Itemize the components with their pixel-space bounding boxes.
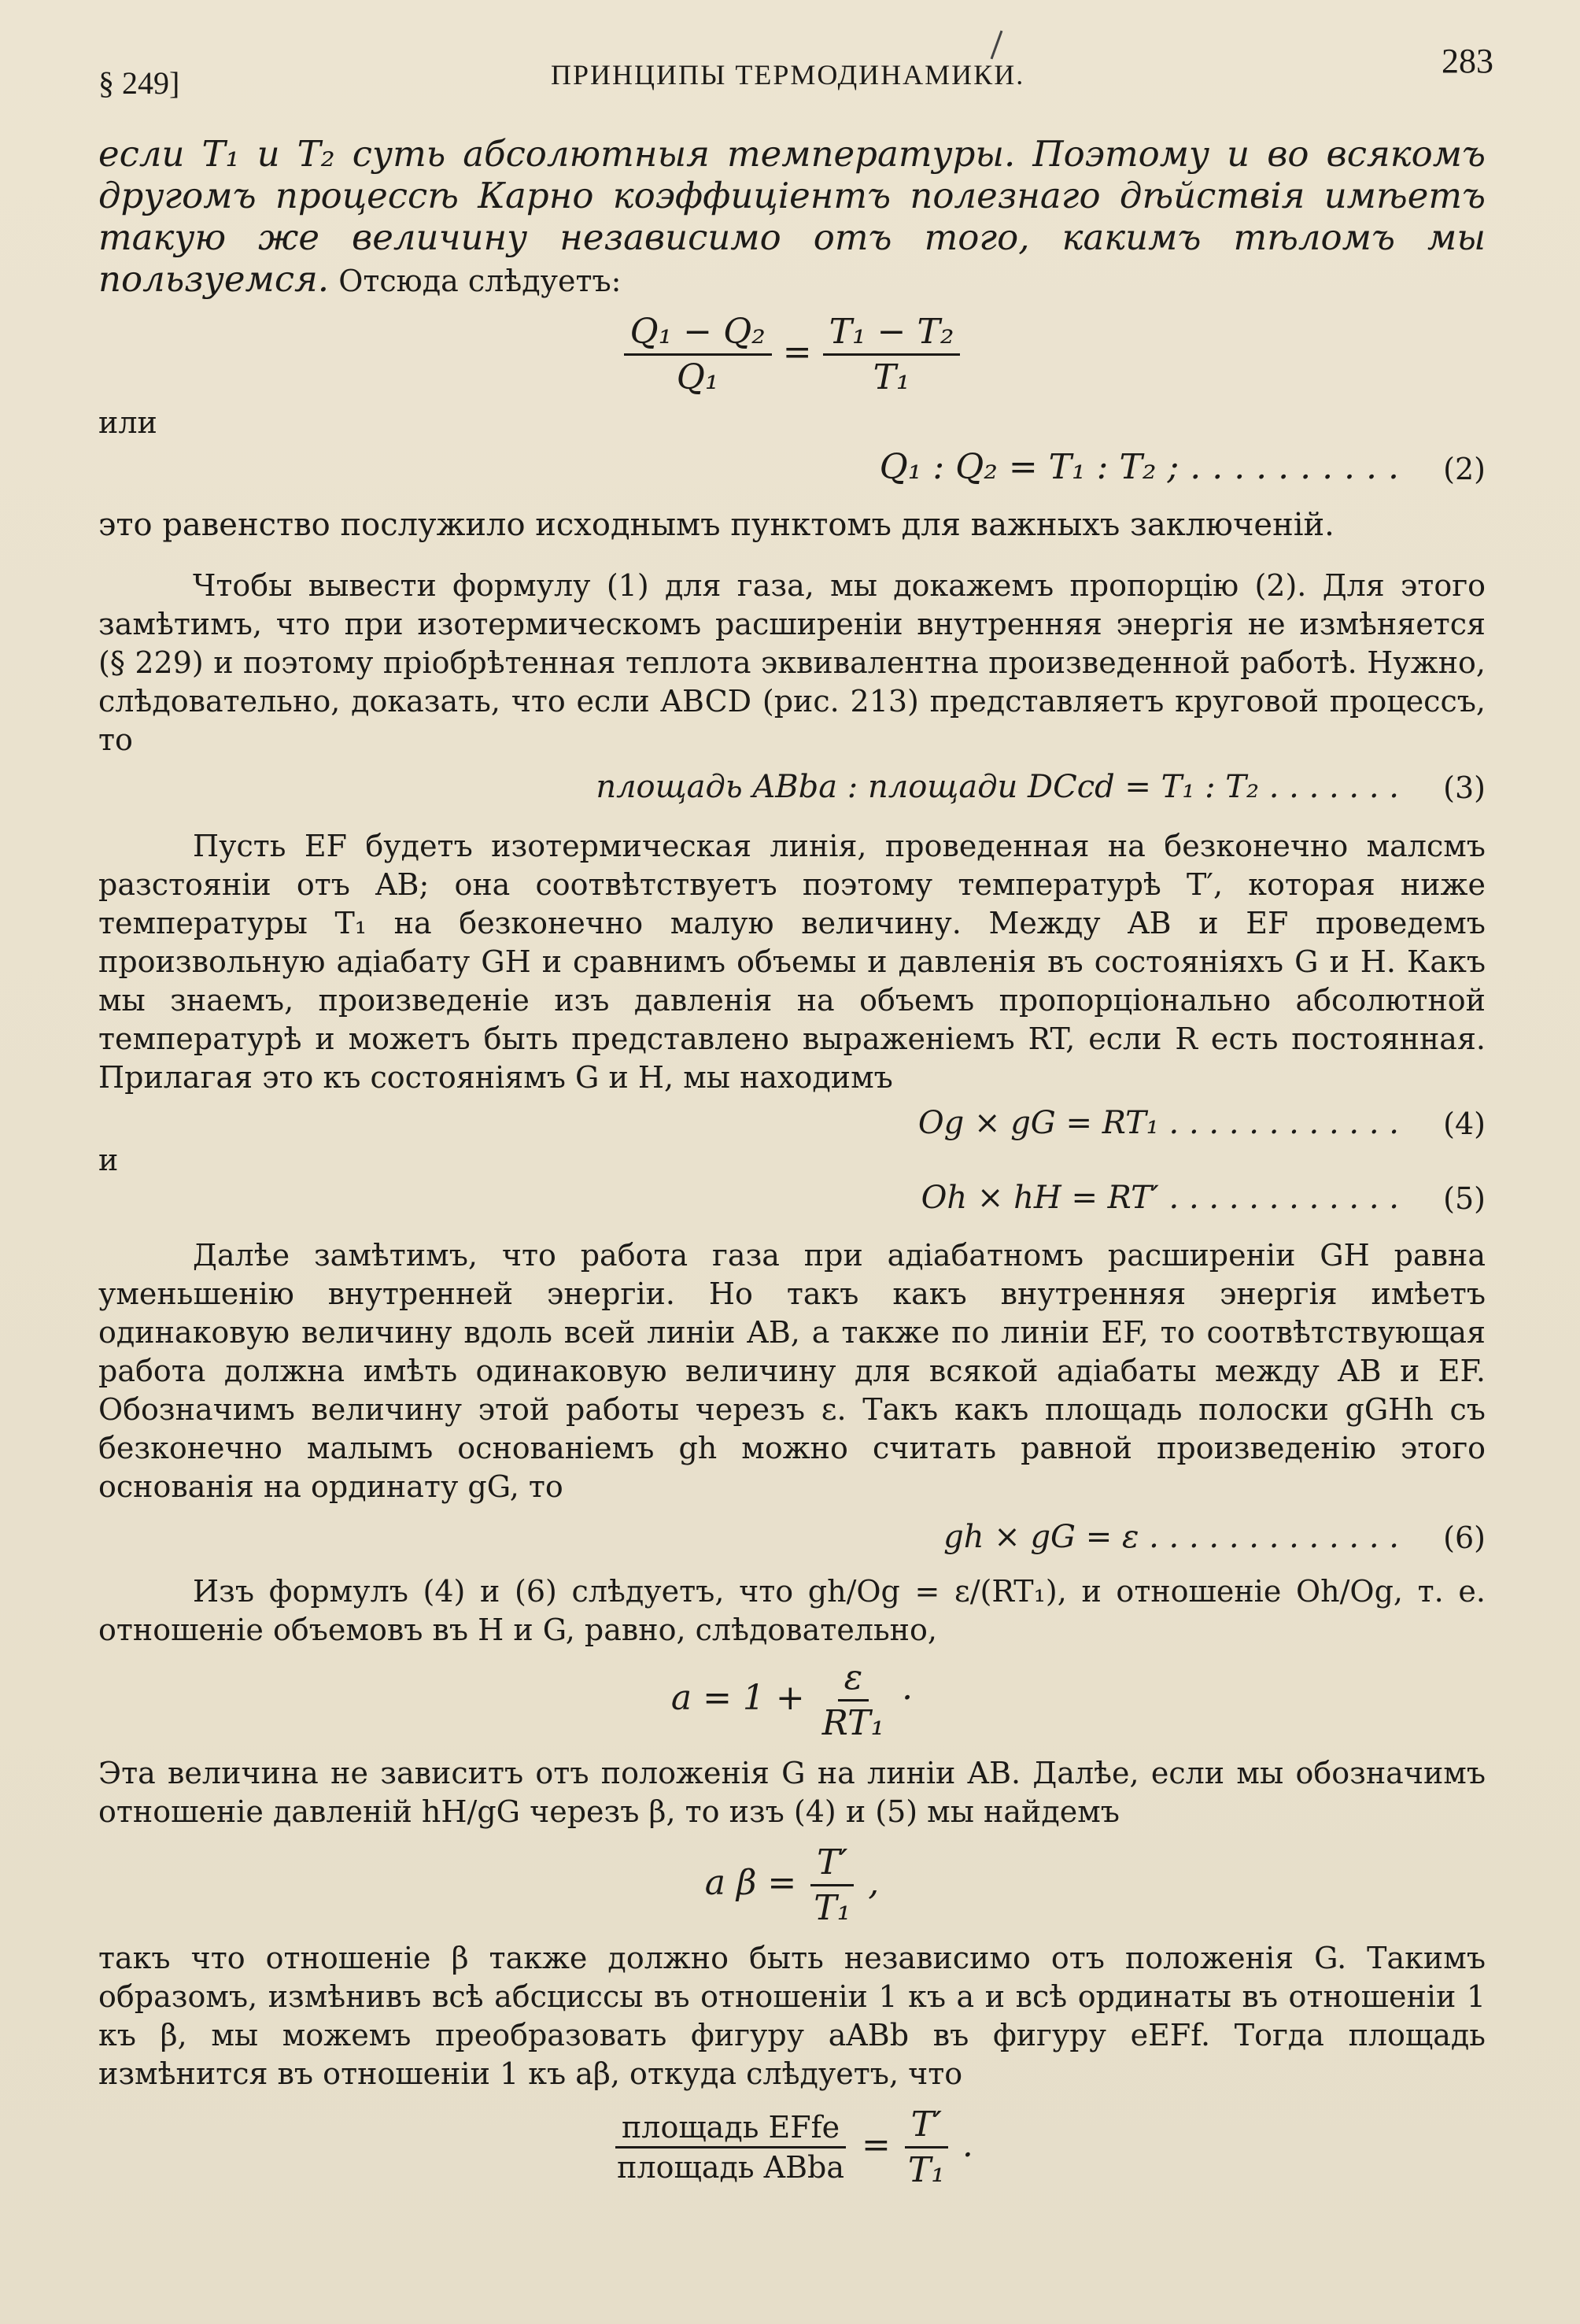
paragraph-8: такъ что отношеніе β также должно быть независимо отъ положенія G. Такимъ образомъ, измѣнивъ всѣ абсциссы въ отношеніи 1 къ a и всѣ ординаты въ отношеніи 1 къ β, мы можемъ преобразовать фигуру aABb въ фигуру eEFf. Тогда площадь измѣнится въ отношеніи 1 къ aβ, откуда слѣдуетъ, что (98, 1941, 1486, 2091)
paragraph-7: Эта величина не зависитъ отъ положенія G на линіи AB. Далѣе, если мы обозначимъ отношеніе давленій hH/gG черезъ β, то изъ (4) и (5) мы найдемъ (98, 1756, 1486, 1829)
running-title: ПРИНЦИПЫ ТЕРМОДИНАМИКИ. (551, 59, 1025, 91)
equation-7: a = 1 + $\frac{\varepsilon}{\text{RT₁}}$ · (670, 1657, 914, 1743)
section-ref: § 249] (98, 65, 180, 101)
page-number: 283 (1442, 42, 1493, 80)
equation-3: площадь ABba : площади DCcd = T₁ : T₂ . . . . . . . (3) (596, 769, 1486, 805)
equation-1: $\frac{\text{Q₁ − Q₂}}{\text{Q₁}}$ = $\frac{\text{T₁ − T₂}}{\text{T₁}}$ (98, 312, 1486, 397)
paragraph-1: если T₁ и T₂ суть абсолютныя температуры. Поэтому и во всякомъ другомъ процессѣ Карно коэффиціентъ полезнаго дѣйствія имѣетъ такую же величину независимо отъ того, какимъ тѣломъ мы пользуемся. Отсюда слѣдуетъ: (98, 133, 1486, 300)
paragraph-4: Пусть EF будетъ изотермическая линія, проведенная на безконечно малсмъ разстояніи отъ AB; она соотвѣтствуетъ поэтому температурѣ T′, которая ниже температуры T₁ на безконечно малую величину. Между AB и EF проведемъ произвольную адіабату GH и сравнимъ объемы и давленія въ состояніяхъ G и H. Какъ мы знаемъ, произведеніе изъ давленія на объемъ пропорціонально абсолютной температурѣ и можетъ быть представлено выраженіемъ RT, если R есть постоянная. Прилагая это къ состояніямъ G и H, мы находимъ (98, 829, 1486, 1095)
word-ili: или (98, 405, 157, 440)
equation-5: Oh × hH = RT′ . . . . . . . . . . . . (5) (921, 1180, 1486, 1216)
equation-9: $\frac{\text{площадь EFfe}}{\text{площадь ABba}}$ = $\frac{T'}{\text{T₁}}$ . (98, 2104, 1486, 2190)
paragraph-2: это равенство послужило исходнымъ пунктомъ для важныхъ заключеній. (98, 507, 1335, 543)
paragraph-6: Изъ формулъ (4) и (6) слѣдуетъ, что gh/Og = ε/(RT₁), и отношеніе Oh/Og, т. е. отношеніе объемовъ въ H и G, равно, слѣдовательно, (98, 1574, 1486, 1647)
paragraph-3: Чтобы вывести формулу (1) для газа, мы докажемъ пропорцію (2). Для этого замѣтимъ, что при изотермическомъ расширеніи внутренняя энергія не измѣняется (§ 229) и поэтому пріобрѣтенная теплота эквивалентна произведенной работѣ. Нужно, слѣдовательно, доказать, что если ABCD (рис. 213) представляетъ круговой процессъ, то (98, 568, 1486, 757)
page-body (98, 134, 1486, 2190)
word-i: и (98, 1143, 119, 1177)
equation-8: a β = $\frac{T'}{\text{T₁}}$ , (704, 1842, 880, 1928)
equation-6: gh × gG = ε . . . . . . . . . . . . . (6) (943, 1519, 1486, 1555)
equation-2: Q₁ : Q₂ = T₁ : T₂ ; . . . . . . . . . . (2) (879, 447, 1486, 487)
page-header (98, 41, 1509, 101)
paragraph-5: Далѣе замѣтимъ, что работа газа при адіабатномъ расширеніи GH равна уменьшенію внутренней энергіи. Но такъ какъ внутренняя энергія имѣетъ одинаковую величину вдоль всей линіи AB, а также по линіи EF, то соотвѣтствующая работа должна имѣть одинаковую величину для всякой адіабаты между AB и EF. Обозначимъ величину этой работы черезъ ε. Такъ какъ площадь полоски gGHh съ безконечно малымъ основаніемъ gh можно считать равной произведенію этого основанія на ординату gG, то (98, 1238, 1486, 1504)
equation-4: Og × gG = RT₁ . . . . . . . . . . . . (4) (917, 1105, 1486, 1141)
